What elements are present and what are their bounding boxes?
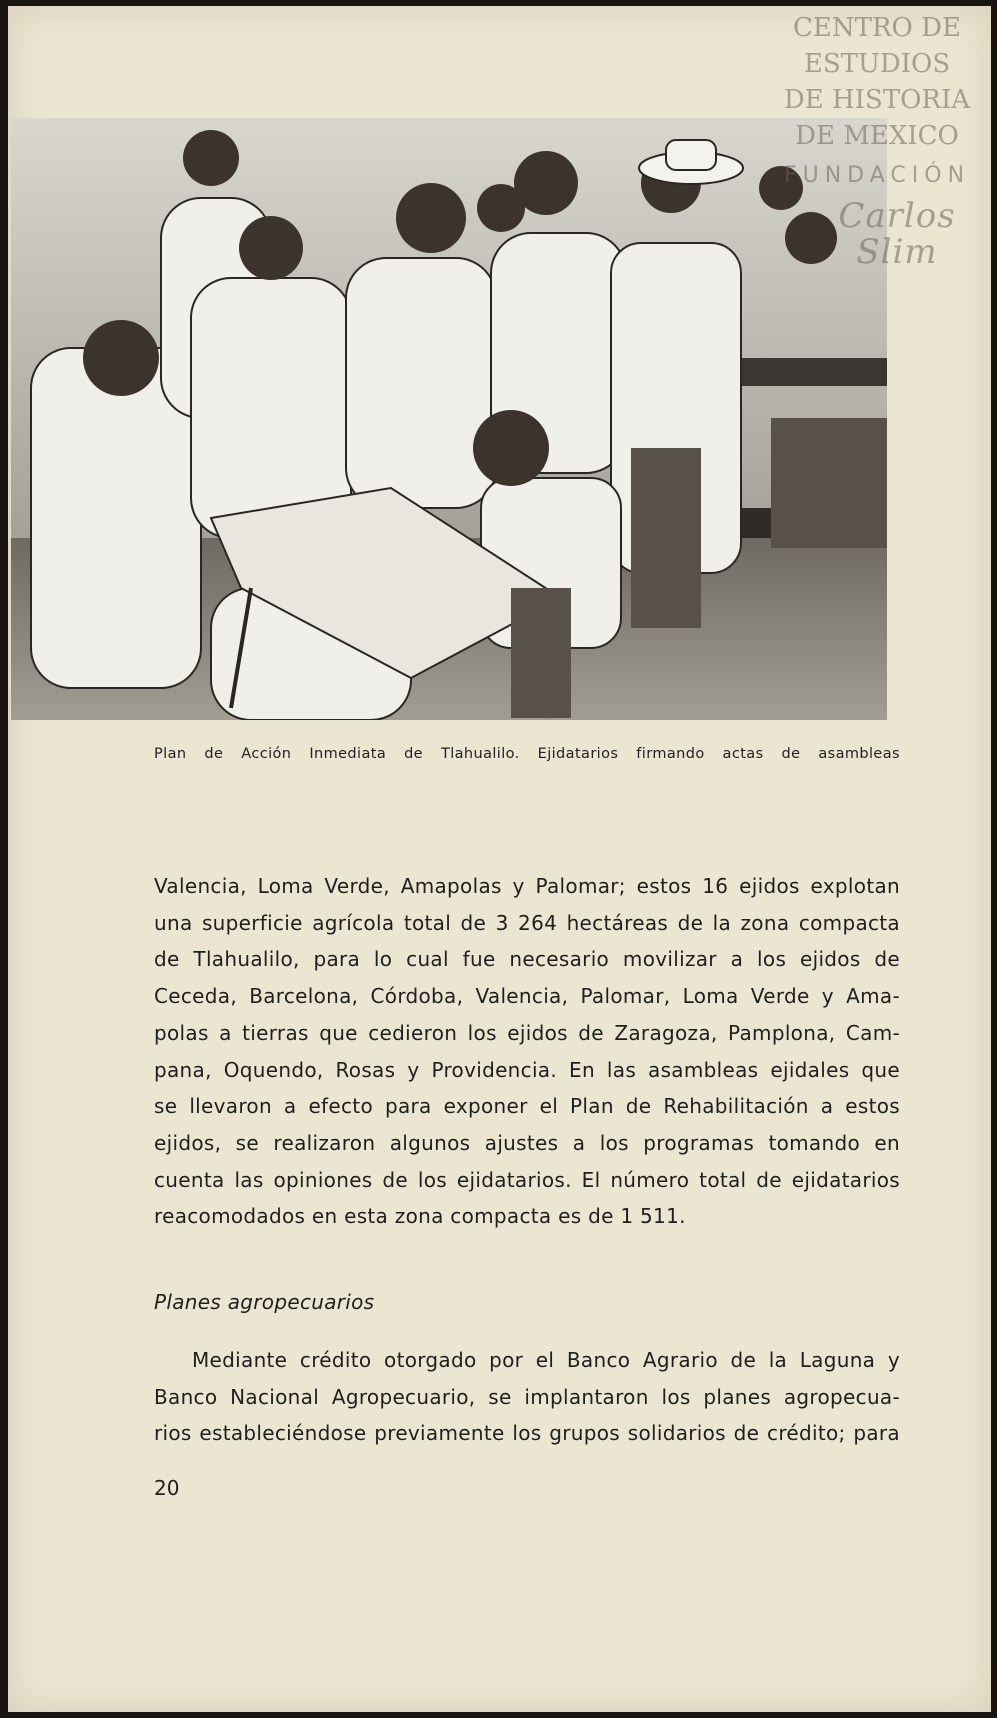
watermark-stamp — [777, 10, 977, 270]
paragraph-1-line: una superficie agrícola total de 3 264 hectáreas de la zona compacta — [154, 910, 900, 935]
photograph-ejidatarios-signing — [11, 118, 887, 720]
paragraph-2-line: rios estableciéndose previamente los grupos solidarios de crédito; para — [154, 1421, 900, 1446]
document-page — [8, 6, 991, 1712]
photo-icon — [11, 118, 887, 720]
paragraph-1-line: cuenta las opiniones de los ejidatarios. El número total de ejidatarios — [154, 1167, 900, 1192]
paragraph-1-line: polas a tierras que cedieron los ejidos de Zaragoza, Pamplona, Cam- — [154, 1020, 900, 1045]
paragraph-2-line: Mediante crédito otorgado por el Banco Agrario de la Laguna y — [192, 1348, 900, 1372]
paragraph-1-line: ejidos, se realizaron algunos ajustes a los programas tomando en — [154, 1130, 900, 1155]
watermark-signature: Carlos Slim — [838, 196, 956, 272]
watermark-line: DE HISTORIA — [783, 85, 971, 115]
paragraph-1-line: pana, Oquendo, Rosas y Providencia. En las asambleas ejidales que — [154, 1057, 900, 1082]
paragraph-2 — [154, 1342, 900, 1452]
paragraph-1-line: se llevaron a efecto para exponer el Plan de Rehabilitación a estos — [154, 1094, 900, 1119]
paragraph-1-line: reacomodados en esta zona compacta es de 1 511. — [154, 1204, 686, 1229]
paragraph-1-line: Ceceda, Barcelona, Córdoba, Valencia, Palomar, Loma Verde y Ama- — [154, 984, 900, 1009]
paragraph-1 — [154, 868, 900, 1235]
paragraph-1-line: Valencia, Loma Verde, Amapolas y Palomar; estos 16 ejidos explotan — [154, 874, 900, 898]
watermark-line: FUNDACIÓN — [783, 163, 971, 188]
watermark-line: DE MEXICO — [795, 121, 959, 151]
photo-caption: Plan de Acción Inmediata de Tlahualilo. Ejidatarios firmando actas de asambleas — [154, 746, 900, 762]
paragraph-1-line: de Tlahualilo, para lo cual fue necesario movilizar a los ejidos de — [154, 947, 900, 972]
watermark-line: CENTRO DE — [793, 13, 961, 43]
watermark-line: ESTUDIOS — [803, 49, 951, 79]
section-heading: Planes agropecuarios — [154, 1290, 375, 1314]
page-number: 20 — [154, 1476, 180, 1500]
paragraph-2-line: Banco Nacional Agropecuario, se implantaron los planes agropecua- — [154, 1384, 900, 1409]
